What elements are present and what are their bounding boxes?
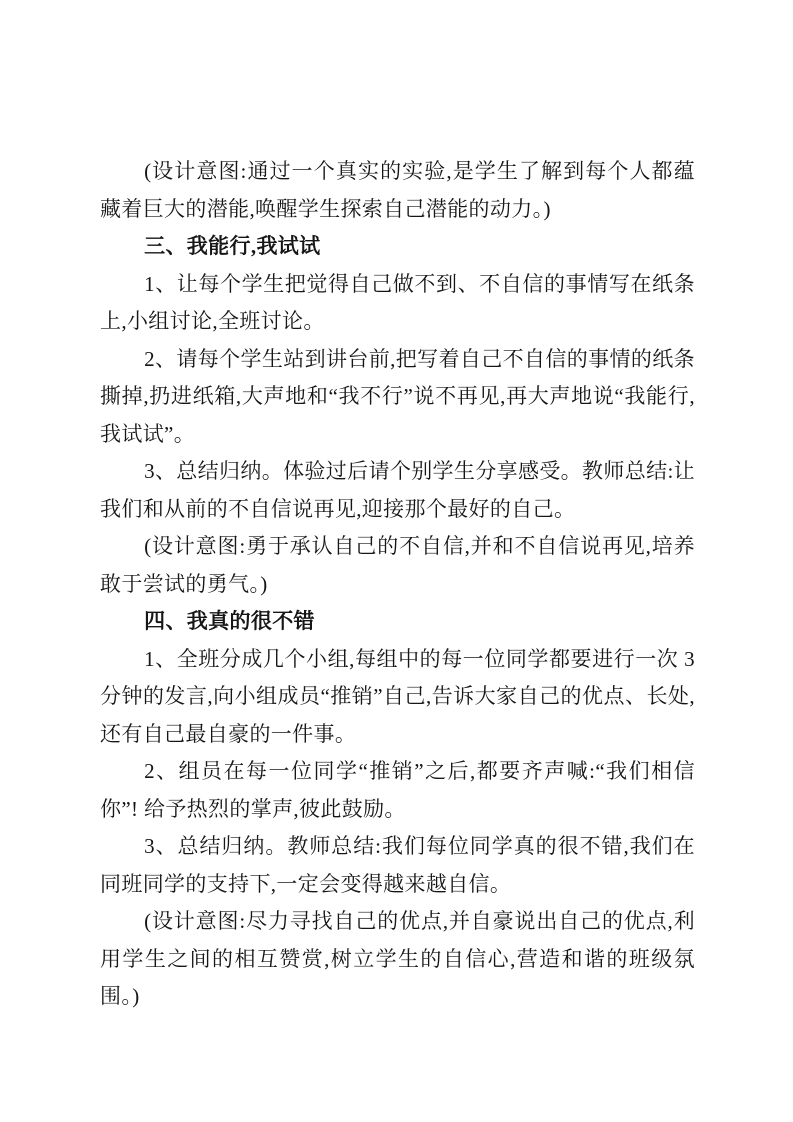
step-paragraph: 2、请每个学生站到讲台前,把写着自己不自信的事情的纸条撕掉,扔进纸箱,大声地和“我不行”说不再见,再大声地说“我能行,我试试”。	[100, 346, 695, 446]
step-paragraph: 1、让每个学生把觉得自己做不到、不自信的事情写在纸条上,小组讨论,全班讨论。	[100, 271, 695, 333]
design-intent-paragraph: (设计意图:勇于承认自己的不自信,并和不自信说再见,培养敢于尝试的勇气。)	[100, 534, 695, 596]
step-paragraph: 3、总结归纳。教师总结:我们每位同学真的很不错,我们在同班同学的支持下,一定会变得越来越自信。	[100, 834, 695, 896]
section-heading-three: 三、我能行,我试试	[144, 234, 321, 258]
step-paragraph: 1、全班分成几个小组,每组中的每一位同学都要进行一次 3 分钟的发言,向小组成员“推销”自己,告诉大家自己的优点、长处,还有自己最自豪的一件事。	[100, 646, 695, 746]
step-paragraph: 3、总结归纳。体验过后请个别学生分享感受。教师总结:让我们和从前的不自信说再见,迎接那个最好的自己。	[100, 459, 695, 521]
design-intent-paragraph: (设计意图:尽力寻找自己的优点,并自豪说出自己的优点,利用学生之间的相互赞赏,树立学生的自信心,营造和谐的班级氛围。)	[100, 909, 695, 1008]
step-paragraph: 2、组员在每一位同学“推销”之后,都要齐声喊:“我们相信你”! 给予热烈的掌声,彼此鼓励。	[100, 759, 695, 821]
design-intent-paragraph: (设计意图:通过一个真实的实验,是学生了解到每个人都蕴藏着巨大的潜能,唤醒学生探索自己潜能的动力。)	[100, 159, 695, 221]
section-heading-four: 四、我真的很不错	[144, 609, 315, 633]
